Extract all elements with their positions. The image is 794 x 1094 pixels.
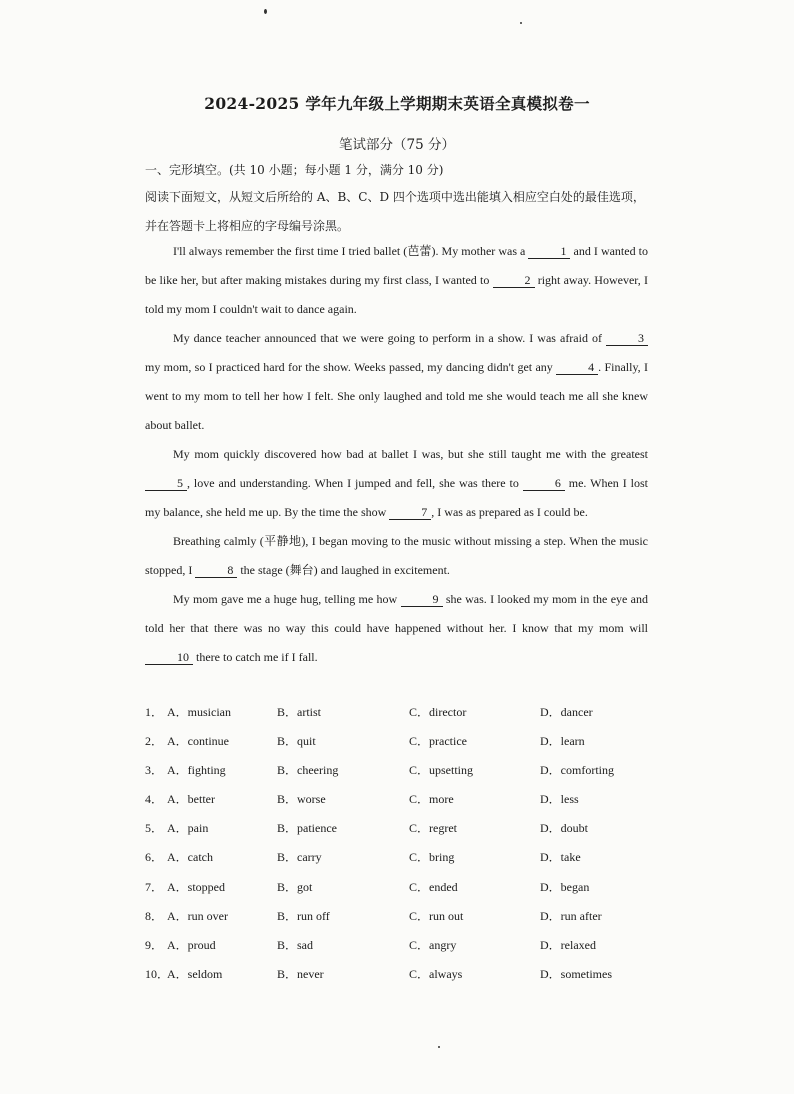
option-d: D．run after — [540, 908, 602, 923]
option-c: C．practice — [409, 734, 467, 749]
option-c: C．always — [409, 966, 463, 981]
question-row-2 — [145, 732, 665, 761]
question-number: 1． — [145, 705, 164, 719]
blank-5: 5 — [145, 477, 187, 491]
option-b: B．artist — [277, 705, 321, 719]
option-b: B．sad — [277, 937, 314, 952]
option-d: D．sometimes — [540, 966, 612, 981]
option-a: A．continue — [167, 734, 229, 749]
option-b: B．never — [277, 966, 324, 981]
blank-1: 1 — [528, 245, 570, 259]
option-c: C．regret — [409, 821, 457, 836]
cloze-passage — [145, 237, 648, 672]
question-number: 7． — [145, 879, 164, 894]
section-instructions: 阅读下面短文，从短文后所给的 A、B、C、D 四个选项中选出能填入相应空白处的最佳选项，并在答题卡上将相应的字母编号涂黑。 — [145, 190, 645, 233]
option-d: D．relaxed — [540, 937, 596, 952]
blank-8: 8 — [195, 564, 237, 578]
option-a: A．proud — [167, 937, 216, 952]
section-heading: 一、完形填空。(共 10 小题；每小题 1 分，满分 10 分) — [145, 163, 444, 177]
option-d: D．learn — [540, 734, 585, 749]
page-title: 2024-2025 学年九年级上学期期末英语全真模拟卷一 — [204, 94, 590, 113]
option-b: B．worse — [277, 792, 326, 807]
question-number: 10． — [145, 966, 170, 981]
option-a: A．pain — [167, 821, 209, 836]
blank-3: 3 — [606, 332, 648, 346]
passage-paragraph: I'll always remember the first time I tried ballet (芭蕾). My mother was a 1 and I wanted to be like her, but after making mistakes during my first class, I wanted to 2 right away. However, I told my mom I couldn't wait to dance again. — [145, 244, 648, 316]
scan-speck — [438, 1046, 440, 1048]
passage-paragraph: My mom gave me a huge hug, telling me how 9 she was. I looked my mom in the eye and told her that there was no way this could have happened without her. I know that my mom will 10 there to catch me if I fall. — [145, 592, 648, 664]
option-c: C．ended — [409, 879, 458, 894]
question-number: 8． — [145, 908, 164, 923]
option-c: C．bring — [409, 850, 455, 865]
passage-paragraph: Breathing calmly (平静地), I began moving to the music without missing a step. When the music stopped, I 8 the stage (舞台) and laughed in excitement. — [145, 534, 648, 577]
page-subtitle: 笔试部分（75 分） — [339, 137, 455, 153]
question-row-4 — [145, 790, 665, 819]
question-row-8 — [145, 907, 665, 936]
question-row-6 — [145, 848, 665, 877]
option-a: A．musician — [167, 705, 231, 719]
passage-paragraph: My mom quickly discovered how bad at ballet I was, but she still taught me with the greatest 5 , love and understanding. When I jumped and fell, she was there to 6 me. When I lost my balance, she held me up. By the time the show 7 , I was as prepared as I could be. — [145, 447, 648, 519]
scan-speck — [264, 9, 267, 14]
option-c: C．angry — [409, 937, 457, 952]
blank-7: 7 — [389, 506, 431, 520]
option-d: D．less — [540, 792, 579, 807]
question-row-9 — [145, 936, 665, 965]
option-a: A．better — [167, 792, 215, 807]
answer-options — [145, 703, 665, 994]
question-number: 2． — [145, 734, 164, 749]
blank-2: 2 — [493, 274, 535, 288]
question-row-3 — [145, 761, 665, 790]
option-d: D．dancer — [540, 705, 593, 719]
question-number: 9． — [145, 937, 164, 952]
option-c: C．more — [409, 792, 454, 807]
question-row-1 — [145, 703, 665, 732]
option-a: A．seldom — [167, 966, 223, 981]
option-b: B．cheering — [277, 763, 339, 778]
blank-10: 10 — [145, 651, 193, 665]
question-row-7 — [145, 878, 665, 907]
question-number: 6． — [145, 850, 164, 865]
option-a: A．fighting — [167, 763, 226, 778]
blank-6: 6 — [523, 477, 565, 491]
option-a: A．run over — [167, 908, 228, 923]
option-b: B．run off — [277, 908, 330, 923]
option-d: D．comforting — [540, 763, 614, 778]
question-number: 3． — [145, 763, 164, 778]
question-row-10 — [145, 965, 665, 994]
option-c: C．upsetting — [409, 763, 474, 778]
passage-paragraph: My dance teacher announced that we were going to perform in a show. I was afraid of 3 my mom, so I practiced hard for the show. Weeks passed, my dancing didn't get any 4 . Finally, I went to my mom to tell her how I felt. She only laughed and told me she would teach me all she knew about ballet. — [145, 331, 648, 432]
blank-9: 9 — [401, 593, 443, 607]
option-b: B．got — [277, 879, 313, 894]
option-c: C．run out — [409, 908, 464, 923]
scan-speck — [520, 22, 522, 24]
blank-4: 4 — [556, 361, 598, 375]
option-d: D．began — [540, 879, 590, 894]
option-b: B．patience — [277, 821, 337, 836]
question-number: 4． — [145, 792, 164, 807]
option-a: A．stopped — [167, 879, 225, 894]
option-b: B．carry — [277, 850, 322, 865]
option-d: D．take — [540, 850, 581, 865]
option-d: D．doubt — [540, 821, 589, 836]
option-a: A．catch — [167, 850, 213, 865]
question-row-5 — [145, 819, 665, 848]
option-c: C．director — [409, 705, 467, 719]
option-b: B．quit — [277, 734, 316, 749]
question-number: 5． — [145, 821, 164, 836]
